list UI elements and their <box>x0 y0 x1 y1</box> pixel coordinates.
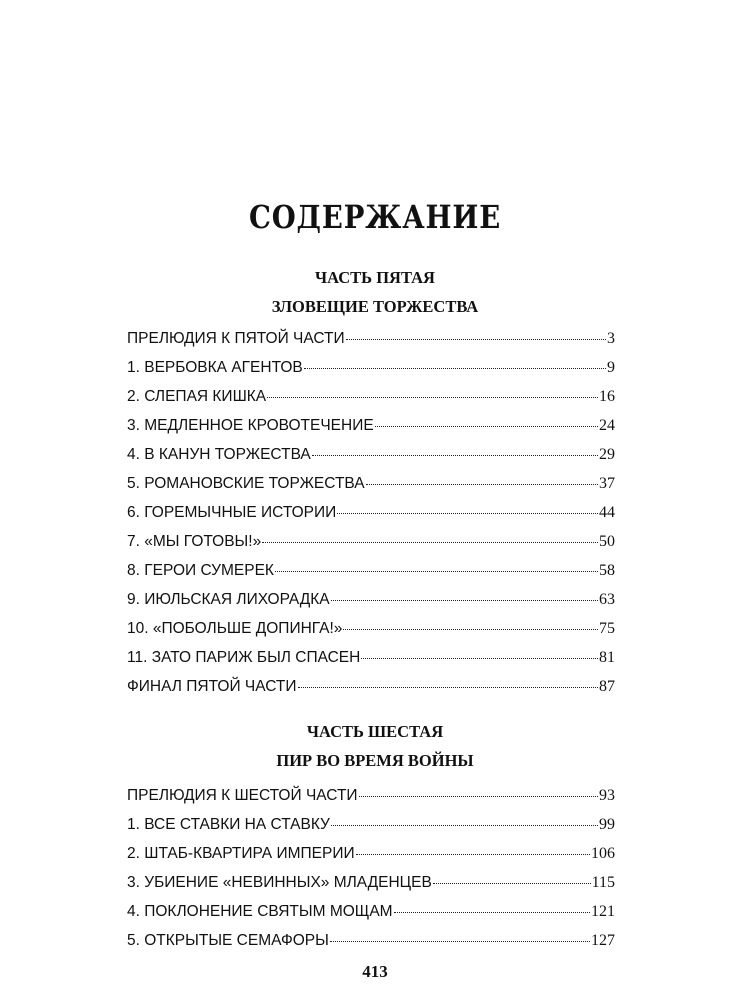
toc-entry-label: 4. В КАНУН ТОРЖЕСТВА <box>127 446 311 463</box>
toc-entry[interactable] <box>127 475 615 504</box>
page-number: 413 <box>362 962 388 981</box>
toc-entry-label: 3. УБИЕНИЕ «НЕВИННЫХ» МЛАДЕНЦЕВ <box>127 874 432 891</box>
dot-leader <box>375 426 598 427</box>
page-title: СОДЕРЖАНИЕ <box>248 198 502 236</box>
toc-entry-label: ПРЕЛЮДИЯ К ШЕСТОЙ ЧАСТИ <box>127 787 358 804</box>
toc-entry-label: ФИНАЛ ПЯТОЙ ЧАСТИ <box>127 678 297 695</box>
toc-part-six <box>127 787 615 961</box>
toc-entry-page: 93 <box>599 787 615 804</box>
toc-entry-label: 3. МЕДЛЕННОЕ КРОВОТЕЧЕНИЕ <box>127 417 374 434</box>
dot-leader <box>433 883 591 884</box>
toc-entry-label: 1. ВЕРБОВКА АГЕНТОВ <box>127 359 303 376</box>
dot-leader <box>359 796 598 797</box>
toc-entry-label: 2. СЛЕПАЯ КИШКА <box>127 388 267 405</box>
toc-entry-page: 99 <box>599 816 615 833</box>
toc-entry-page: 29 <box>599 446 615 463</box>
dot-leader <box>366 484 598 485</box>
toc-entry[interactable] <box>127 388 615 417</box>
dot-leader <box>337 513 598 514</box>
toc-entry-page: 81 <box>599 649 615 666</box>
toc-entry-page: 63 <box>599 591 615 608</box>
dot-leader <box>346 339 606 340</box>
dot-leader <box>356 854 590 855</box>
toc-entry[interactable] <box>127 620 615 649</box>
dot-leader <box>312 455 598 456</box>
part-six-title: ПИР ВО ВРЕМЯ ВОЙНЫ <box>276 751 474 770</box>
toc-entry-label: ПРЕЛЮДИЯ К ПЯТОЙ ЧАСТИ <box>127 330 345 347</box>
toc-entry-page: 44 <box>599 504 615 521</box>
toc-entry-page: 121 <box>591 903 615 920</box>
toc-entry-label: 6. ГОРЕМЫЧНЫЕ ИСТОРИИ <box>127 504 337 521</box>
dot-leader <box>343 629 598 630</box>
toc-entry-label: 1. ВСЕ СТАВКИ НА СТАВКУ <box>127 816 330 833</box>
toc-entry-page: 115 <box>591 874 615 891</box>
toc-entry-label: 10. «ПОБОЛЬШЕ ДОПИНГА!» <box>127 620 343 637</box>
toc-entry-label: 5. ОТКРЫТЫЕ СЕМАФОРЫ <box>127 932 329 949</box>
toc-entry-page: 58 <box>599 562 615 579</box>
toc-entry[interactable] <box>127 330 615 359</box>
part-six-label: ЧАСТЬ ШЕСТАЯ <box>306 722 444 741</box>
toc-entry-page: 16 <box>599 388 615 405</box>
toc-entry[interactable] <box>127 932 615 961</box>
toc-entry[interactable] <box>127 504 615 533</box>
toc-entry-page: 24 <box>599 417 615 434</box>
toc-entry[interactable] <box>127 649 615 678</box>
toc-entry[interactable] <box>127 446 615 475</box>
toc-entry-label: 11. ЗАТО ПАРИЖ БЫЛ СПАСЕН <box>127 649 361 666</box>
toc-entry-page: 50 <box>599 533 615 550</box>
dot-leader <box>361 658 598 659</box>
dot-leader <box>267 397 598 398</box>
dot-leader <box>275 571 598 572</box>
toc-entry-page: 75 <box>599 620 615 637</box>
toc-entry-page: 127 <box>591 932 615 949</box>
toc-entry-label: 7. «МЫ ГОТОВЫ!» <box>127 533 262 550</box>
toc-entry-label: 8. ГЕРОИ СУМЕРЕК <box>127 562 274 579</box>
toc-entry-page: 9 <box>607 359 615 376</box>
part-five-title: ЗЛОВЕЩИЕ ТОРЖЕСТВА <box>271 297 479 316</box>
toc-entry-page: 37 <box>599 475 615 492</box>
dot-leader <box>331 600 598 601</box>
toc-entry[interactable] <box>127 562 615 591</box>
toc-entry-label: 9. ИЮЛЬСКАЯ ЛИХОРАДКА <box>127 591 330 608</box>
toc-entry[interactable] <box>127 678 615 707</box>
toc-entry[interactable] <box>127 787 615 816</box>
toc-part-five <box>127 330 615 707</box>
toc-entry-page: 106 <box>591 845 615 862</box>
toc-entry[interactable] <box>127 417 615 446</box>
toc-entry-page: 87 <box>599 678 615 695</box>
dot-leader <box>298 687 598 688</box>
toc-entry[interactable] <box>127 874 615 903</box>
toc-entry-page: 3 <box>607 330 615 347</box>
toc-entry[interactable] <box>127 903 615 932</box>
dot-leader <box>394 912 590 913</box>
toc-entry-label: 2. ШТАБ-КВАРТИРА ИМПЕРИИ <box>127 845 355 862</box>
dot-leader <box>330 941 590 942</box>
dot-leader <box>331 825 598 826</box>
toc-entry-label: 5. РОМАНОВСКИЕ ТОРЖЕСТВА <box>127 475 365 492</box>
toc-entry[interactable] <box>127 816 615 845</box>
toc-entry[interactable] <box>127 591 615 620</box>
dot-leader <box>304 368 606 369</box>
toc-entry[interactable] <box>127 533 615 562</box>
toc-entry[interactable] <box>127 845 615 874</box>
toc-entry[interactable] <box>127 359 615 388</box>
dot-leader <box>262 542 598 543</box>
part-five-label: ЧАСТЬ ПЯТАЯ <box>315 268 435 287</box>
toc-entry-label: 4. ПОКЛОНЕНИЕ СВЯТЫМ МОЩАМ <box>127 903 393 920</box>
